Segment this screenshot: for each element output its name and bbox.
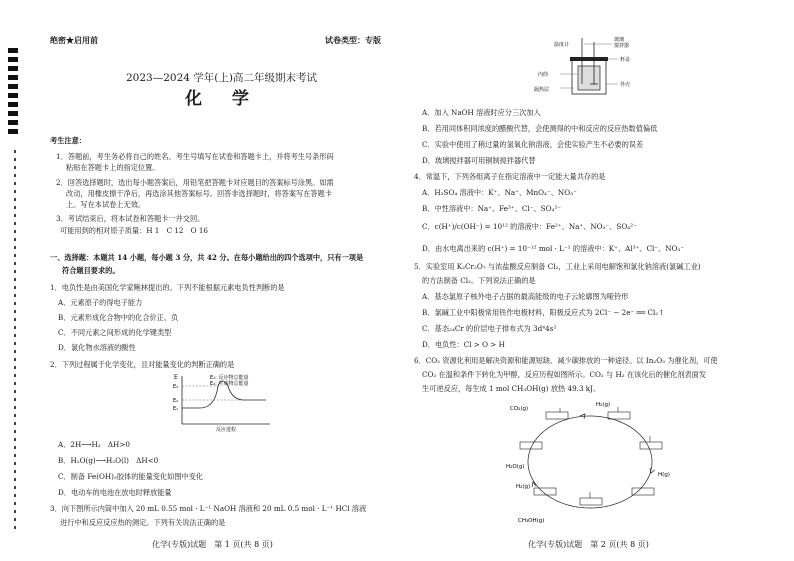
secret-label: 绝密★启用前 [50,35,98,45]
exam-title: 2023—2024 学年(上)高二年级期末考试 [126,72,317,84]
page-footer: 化学(专版)试题 第 2 页(共 8 页) [528,540,649,549]
energy-diagram [170,370,280,432]
section-heading: 符合题目要求的。 [62,266,120,275]
question-3-stem: 进行中和反应反应热的测定。下列有关说法正确的是 [60,518,226,527]
question-option: B．H₂O(g)⟶H₂O(l) ΔH<0 [58,456,159,465]
label-stirrer: 玻璃 [614,37,625,43]
species-label: CH₃OH(g) [518,518,545,524]
notice-line: 3．考试结束后，将本试卷和答题卡一并交回。 [56,214,205,223]
question-4-stem: 4．常温下，下列各组离子在指定溶液中一定能大量共存的是 [414,172,606,181]
question-option: C．c(H⁺)/c(OH⁻) = 10¹² 的溶液中：Fe²⁺、Na⁺、NO₃⁻、SO₄²⁻ [422,222,637,231]
question-option: D．由水电离出来的 c(H⁺) = 10⁻¹² mol · L⁻¹ 的溶液中：K⁺、Al³⁺、Cl⁻、NO₃⁻ [422,244,685,253]
question-option: A．基态氯原子核外电子占据的最高能级的电子云轮廓图为哑铃形 [422,292,629,301]
question-option: A．加入 NaOH 溶液时应分三次加入 [422,108,541,117]
question-2-stem: 2．下列过程属于化学变化，且对能量变化的判断正确的是 [50,360,235,369]
question-5-stem: 5．实验室用 K₂Cr₂O₇ 与浓盐酸反应制备 Cl₂，工业上采用电解饱和氯化钠溶液(氯碱工业) [414,262,701,271]
notice-line: 改动，用橡皮擦干净后，再选涂其他答案标号。回答非选择题时，将答案写在答题卡 [66,189,332,198]
question-6-stem: 6．CO₂ 资源化利用是解决资源和能源短缺、减少碳排放的一种途径。以 In₂O₃ 为催化剂，可使 [414,356,718,365]
question-6-stem: 生可逆反应，每生成 1 mol CH₃OH(g) 放热 49.3 kJ。 [422,384,601,393]
label-insulation: 隔热层 [534,87,550,93]
reaction-cycle-diagram [500,398,680,526]
paper-type: 试卷类型：专版 [325,35,381,45]
species-label: H₂O(g) [506,464,525,470]
notice-line: 1．答题前，考生务必将自己的姓名、考生号填写在试卷和答题卡上，并将考生号条形码 [56,152,334,161]
question-option: C．制备 Fe(OH)₃胶体的能量变化如图中变化 [58,472,204,481]
label-stirrer: 搅拌器 [614,43,630,49]
notice-line: 2．回答选择题时，选出每小题答案后，用铅笔把答题卡对应题目的答案标号涂黑。如需 [56,178,334,187]
question-option: B．元素形成化合物中的化合价正、负 [58,313,179,322]
question-option: C．实验中使用了稍过量的氢氧化钠溶液，会使实验产生不必要的误差 [422,140,644,149]
axis-label-x: 反应进程 [216,427,237,432]
label-inner: 内筒 [538,72,549,78]
binding-line [14,150,16,530]
legend-item: E₂: 生成物总能量 [210,381,249,387]
level-label: E₃ [173,384,179,390]
question-option: B．氯碱工业中阳极常用铁作电极材料，阳极反应式为 2Cl⁻ − 2e⁻ ══ Cl₂↑ [422,308,665,317]
section-heading: 一、选择题：本题共 14 小题，每小题 3 分，共 42 分。在每小题给出的四个选项中，只有一项是 [50,253,364,262]
species-label: H₂(g) [516,484,531,490]
right-page [402,0,794,561]
question-3-stem: 3．向下图所示内筒中加入 20 mL 0.55 mol · L⁻¹ NaOH 溶液和 20 mL 0.5 mol · L⁻¹ HCl 溶液 [50,504,367,513]
question-option: C．基态₂₄Cr 的价层电子排布式为 3d⁴4s² [422,324,557,333]
level-label: E₁ [173,406,179,412]
label-outer: 外壳 [620,82,631,88]
question-6-stem: CO₂ 在温和条件下转化为甲醇，反应历程如图所示。CO₂ 与 H₂ 在该化后的催化剂表面发 [422,370,707,379]
species-label: H₂(g) [596,402,611,408]
question-option: B．若用同体积同浓度的醋酸代替，会使测得的中和反应的反应热数值偏低 [422,124,658,133]
question-option: A．元素原子的得电子能力 [58,298,143,307]
legend-item: E₁: 反应物总能量 [210,375,249,381]
level-label: E₂ [173,398,179,404]
label-lid: 杯盖 [620,57,631,63]
page-footer: 化学(专版)试题 第 1 页(共 8 页) [152,540,273,549]
axis-label-e: E [174,374,178,381]
subject-title: 化 学 [185,89,261,109]
notice-line: 粘贴在答题卡上的指定位置。 [66,163,160,172]
species-label: CO₂(g) [510,406,529,412]
question-option: B．中性溶液中：Na⁺、Fe³⁺、Cl⁻、SO₄²⁻ [422,204,562,213]
binding-marks [8,48,18,138]
calorimeter-diagram [532,36,652,98]
question-option: D．电动车的电池在放电时释放能量 [58,488,172,497]
question-option: A．2H⟶H₂ ΔH>0 [58,440,130,449]
label-thermometer: 温度计 [554,42,570,48]
question-5-stem: 的方法制备 Cl₂。下列说法正确的是 [422,276,536,285]
question-1-stem: 1．电负性是由美国化学家鲍林提出的。下列不能根据元素电负性判断的是 [50,283,285,292]
notice-line: 上。写在本试卷上无效。 [66,200,146,209]
question-option: C．不同元素之间形成的化学键类型 [58,328,172,337]
atomic-mass-line: 可能用到的相对原子质量：H 1 C 12 O 16 [60,226,209,235]
question-option: D．玻璃搅拌器可用铜制搅拌器代替 [422,156,536,165]
species-label: H(g) [658,472,670,478]
question-option: A．H₂SO₄ 溶液中：K⁺、Na⁺、MnO₄⁻、NO₃⁻ [422,188,577,197]
notice-heading: 考生注意： [50,136,86,145]
question-option: D．氯化物水溶液的酸性 [58,343,136,352]
question-option: D．电负性：Cl > O > H [422,340,505,349]
